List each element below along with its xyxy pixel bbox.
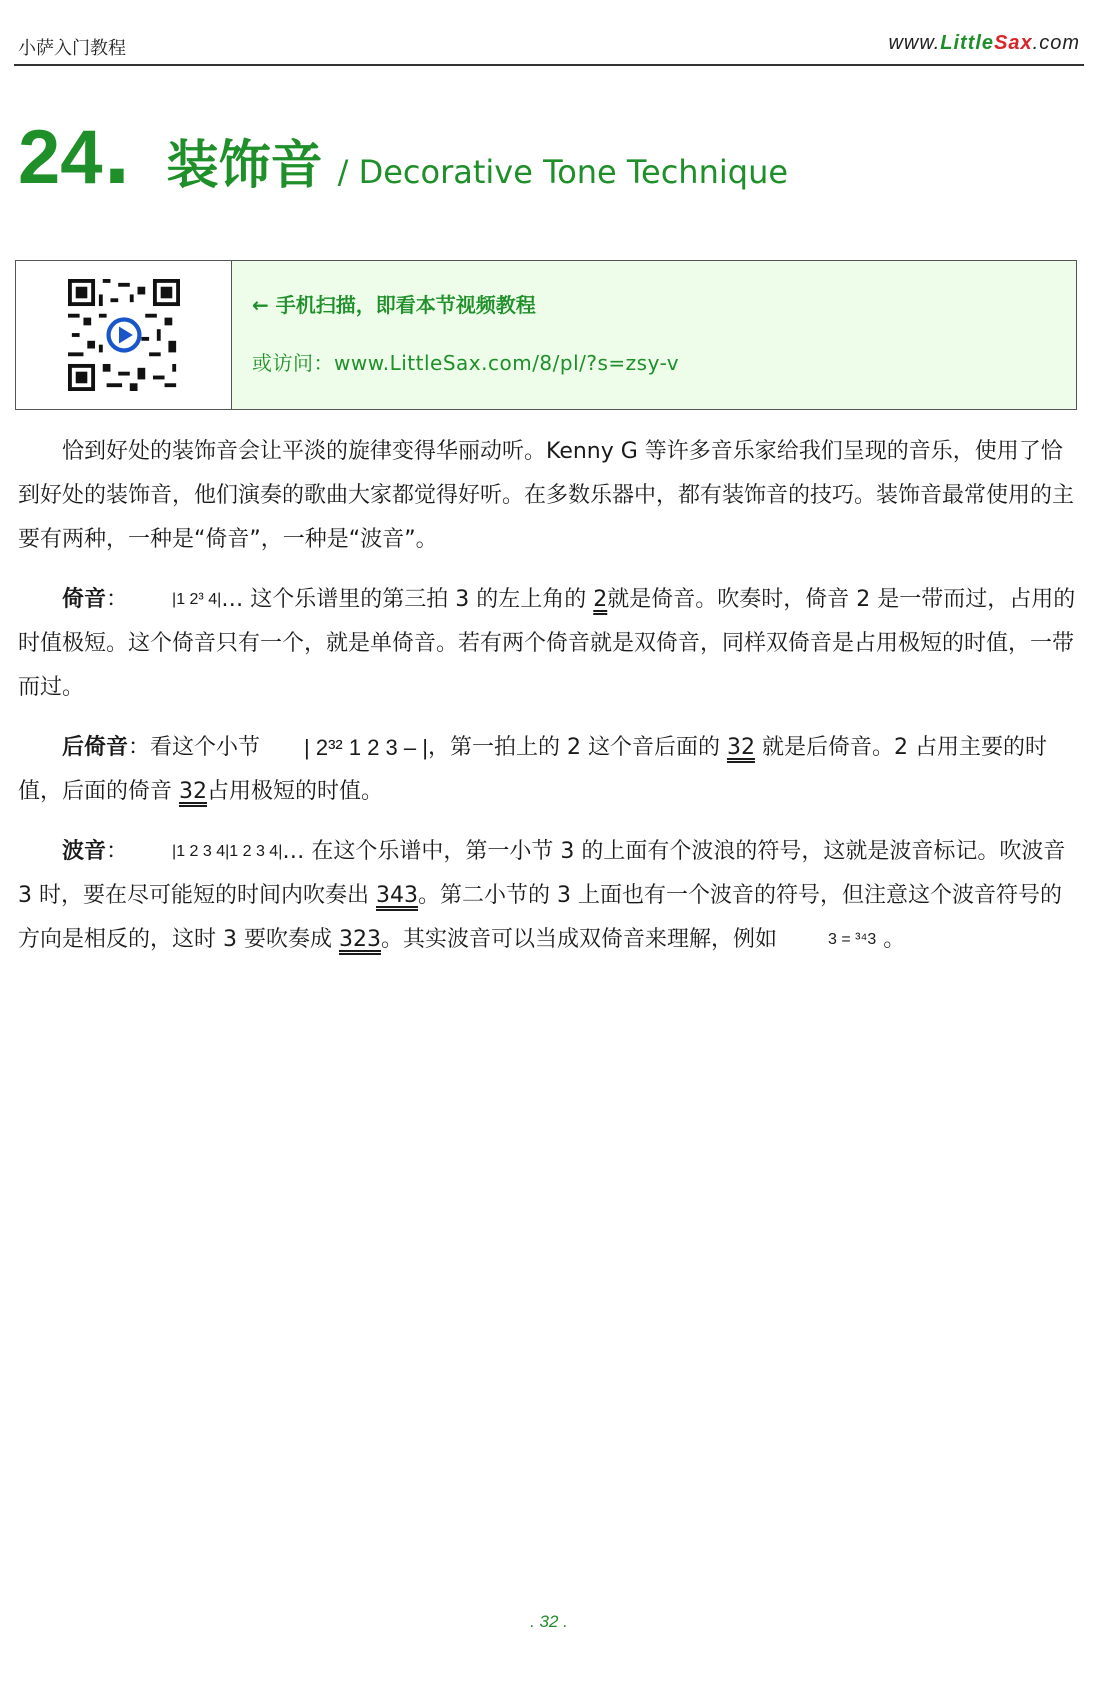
houyi-underline-1: 32 [726,735,755,760]
yiyin-label: 倚音 [62,587,107,612]
yiyin-paragraph: 倚音： |1 2³ 4|… 这个乐谱里的第三拍 3 的左上角的 2就是倚音。吹奏时，倚音 2 是一带而过，占用的时值极短。这个倚音只有一个，就是单倚音。若有两个倚音就是双倚音，同样双倚音是占用极短的时值，一带而过。 [18,578,1080,710]
yiyin-score: |1 2³ 4| [172,591,222,608]
chapter-title-en: / Decorative Tone Technique [337,153,789,191]
intro-paragraph: 恰到好处的装饰音会让平淡的旋律变得华丽动听。Kenny G 等许多音乐家给我们呈现的音乐，使用了恰到好处的装饰音，他们演奏的歌曲大家都觉得好听。在多数乐器中，都有装饰音的技巧。装饰音最常使用的主要有两种，一种是“倚音”，一种是“波音”。 [18,439,1075,552]
chapter-dot: . [102,112,132,201]
qr-cell [16,261,232,409]
qr-code-icon[interactable] [68,279,180,391]
houyi-underline-2: 32 [179,779,208,804]
boyin-underline-1: 343 [376,883,418,908]
chapter-title [18,112,788,201]
houyi-paragraph: 后倚音：看这个小节 | 2³² 1 2 3 – |，第一拍上的 2 这个音后面的 32 就是后倚音。2 占用主要的时值，后面的倚音 32占用极短的时值。 [18,726,1080,814]
video-tutorial-box [15,260,1077,410]
houyi-label: 后倚音 [62,735,129,760]
chapter-title-cn: 装饰音 [166,136,323,196]
scan-instruction: ← 手机扫描，即看本节视频教程 [252,293,536,317]
visit-link[interactable]: 或访问：www.LittleSax.com/8/pl/?s=zsy-v [252,351,680,375]
site-url[interactable]: www.LittleSax.com [888,32,1080,54]
content-body [18,430,1080,978]
boyin-underline-2: 323 [338,927,381,952]
yiyin-underline: 2 [593,587,608,612]
book-title: 小萨入门教程 [18,38,126,59]
boyin-label: 波音 [62,839,107,864]
page-header [14,30,1084,66]
page-number: . 32 . [530,1612,568,1631]
chapter-number: 24 [18,115,103,200]
boyin-paragraph: 波音： |1 2 3 4|1 2 3 4|… 在这个乐谱中，第一小节 3 的上面有个波浪的符号，这就是波音标记。吹波音 3 时，要在尽可能短的时间内吹奏出 343。第二小节的 3 上面也有一个波音的符号，但注意这个波音符号的方向是相反的，这时 3 要吹奏成 323。其实波音可以当成双倚音来理解，例如 3 = ³⁴3 。 [18,830,1080,962]
boyin-example: 3 = ³⁴3 [828,931,877,948]
houyi-score: | 2³² 1 2 3 – | [304,735,428,760]
boyin-score: |1 2 3 4|1 2 3 4| [172,843,283,860]
